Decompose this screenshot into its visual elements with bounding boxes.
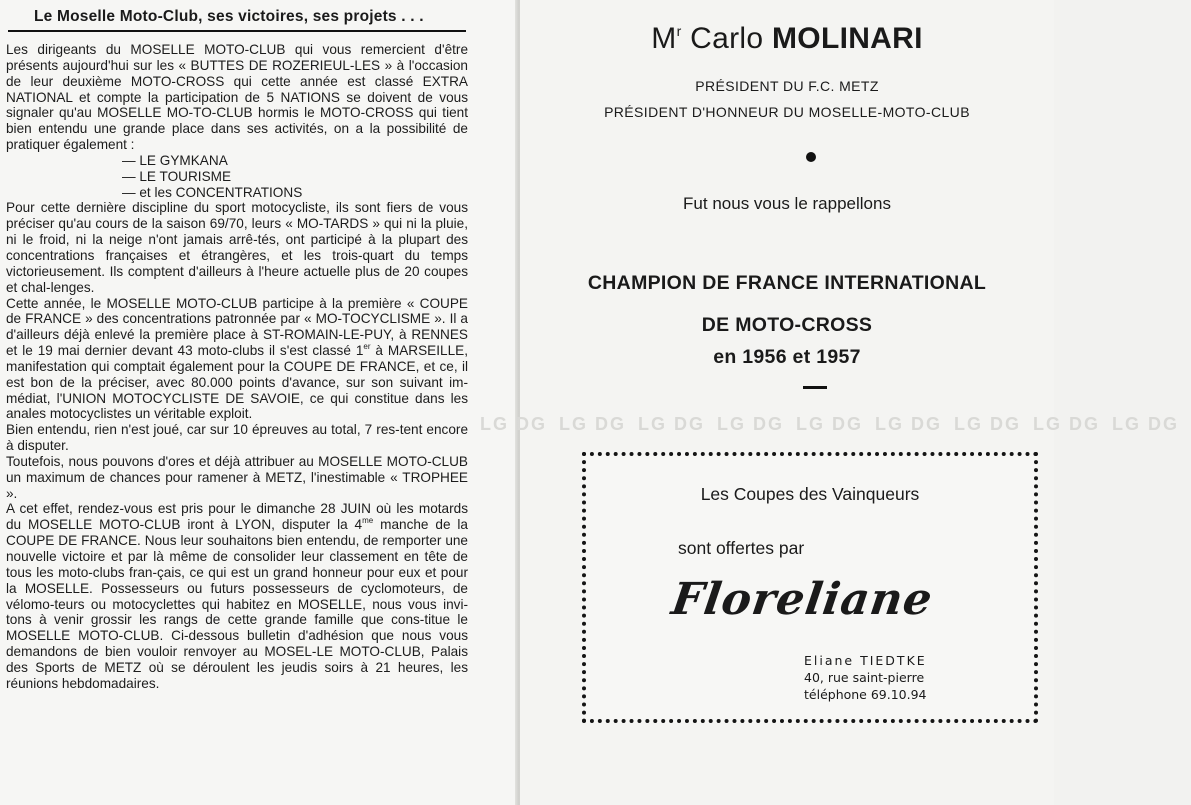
ordinal-sup: er: [363, 342, 371, 352]
honoree-prefix: M: [651, 22, 677, 55]
ad-coupes-text: Les Coupes des Vainqueurs: [700, 484, 920, 504]
article-paragraph-concentrations: Pour cette dernière discipline du sport motocycliste, ils sont fiers de vous préciser qu'au cours de la saison 69/70, leurs « MO-TARDS » qui ni la pluie, ni le froid, ni la neige n'ont jamais arrê-tés, ont participé à la plupart des concentrations françaises et étrangères, et les trois-quart du temps victorieusement. Ils comptent d'ailleurs à l'heure actuelle plus de 20 coupes et chal-lenges.: [6, 200, 468, 295]
article-paragraph-lyon: [6, 501, 468, 691]
separator-dash: [803, 386, 827, 389]
honoree-role-1: PRÉSIDENT DU F.C. METZ: [695, 78, 879, 94]
contact-phone: téléphone 69.10.94: [804, 687, 927, 702]
contact-address: 40, rue saint-pierre: [804, 670, 925, 685]
contact-name: Eliane TIEDTKE: [804, 653, 927, 668]
activity-item: — LE GYMKANA: [122, 152, 228, 168]
lyon-text-a: A cet effet, rendez-vous est pris pour le dimanche 28 JUIN où les motards du MOSELLE MOTO-CLUB iront à LYON, disputer la 4: [6, 501, 468, 533]
honoree-role-2: PRÉSIDENT D'HONNEUR DU MOSELLE-MOTO-CLUB: [604, 104, 970, 120]
article-paragraph-intro: Les dirigeants du MOSELLE MOTO-CLUB qui vous remercient d'être présents aujourd'hui sur les « BUTTES DE ROZERIEUL-LES » à l'occasion de leur deuxième MOTO-CROSS qui cette année est classé EXTRA NATIONAL et compte la participation de 5 NATIONS se doivent de vous signaler qu'au MOSELLE MO-TO-CLUB hormis le MOTO-CROSS qui tient bien entendu une grande place dans ses activités, on a la possibilité de pratiquer également :: [6, 42, 468, 153]
lyon-text-b: manche de la COUPE DE FRANCE. Nous leur souhaitons bien entendu, de remporter une nouvelle victoire et par là même de consolider leur classement en tête de tous les moto-clubs fran-çais, ce qui est un grand honneur pour eux et pour la MOSELLE. Possesseurs ou futurs possesseurs de cyclomoteurs, de vélomo-teurs ou motocyclettes qui habitez en MOSELLE, nous vous invi-tons à venir grossir les rangs de cette grande famille que cons-titue le MOSELLE MOTO-CLUB. Ci-dessous bulletin d'adhésion que nous vous demandons de bien vouloir renvoyer au MOSEL-LE MOTO-CLUB, Palais des Sports de METZ où se déroulent les jeudis soirs à 21 heures, les réunions hebdomadaires.: [6, 517, 468, 691]
honoree-prefix-sup: r: [676, 23, 682, 39]
left-page: [0, 0, 518, 805]
honoree-first-name: Carlo: [690, 22, 764, 55]
article-body: [6, 42, 468, 692]
background-watermark: LG DG LG DG LG DG LG DG LG DG LG DG LG DG LG DG LG DG: [480, 414, 1179, 434]
activities-list: [6, 153, 468, 201]
ordinal-sup: me: [362, 516, 374, 526]
article-paragraph-coupe: [6, 296, 468, 423]
sponsor-contact: [804, 652, 927, 703]
bullet-dot: [806, 152, 816, 162]
activity-item: — LE TOURISME: [122, 168, 232, 184]
sponsor-logo-text: Floreliane: [668, 574, 936, 625]
champion-title-line-2: DE MOTO-CROSS: [701, 314, 873, 336]
coupe-text-a: Cette année, le MOSELLE MOTO-CLUB participe à la première « COUPE de FRANCE » des concentrations patronnée par « MO-TOCYCLISME ». Il a d'ailleurs déjà enlevé la première place à ST-ROMAIN-LE-PUY, à RENNES et le 19 mai dernier devant 43 moto-clubs il s'est classé 1: [6, 295, 468, 359]
honoree-last-name: MOLINARI: [772, 22, 923, 55]
ad-offertes-text: sont offertes par: [678, 538, 805, 558]
honoree-name: [520, 22, 1054, 56]
champion-title-line-1: CHAMPION DE FRANCE INTERNATIONAL: [587, 272, 987, 294]
sponsor-ad-box: [582, 452, 1038, 723]
article-paragraph-remaining: Bien entendu, rien n'est joué, car sur 10 épreuves au total, 7 res-tent encore à disputer.: [6, 422, 468, 454]
reminder-text: Fut nous vous le rappellons: [683, 194, 891, 213]
coupe-text-b: à MARSEILLE, manifestation qui comptait également pour la COUPE DE FRANCE, et ce, il est bon de la préciser, avec 80.000 points d'avance, sur son suivant im-médiat, l'UNION MOTOCYCLISTE DE SAVOIE, ce qui constitue dans les anales motocyclistes un véritable exploit.: [6, 343, 468, 422]
article-paragraph-trophee: Toutefois, nous pouvons d'ores et déjà attribuer au MOSELLE MOTO-CLUB un maximum de chances pour ramener à METZ, l'inestimable « TROPHEE ».: [6, 453, 468, 501]
champion-title-line-3: en 1956 et 1957: [713, 346, 861, 368]
activity-item: — et les CONCENTRATIONS: [122, 184, 303, 200]
article-header: Le Moselle Moto-Club, ses victoires, ses projets . . .: [8, 4, 466, 32]
